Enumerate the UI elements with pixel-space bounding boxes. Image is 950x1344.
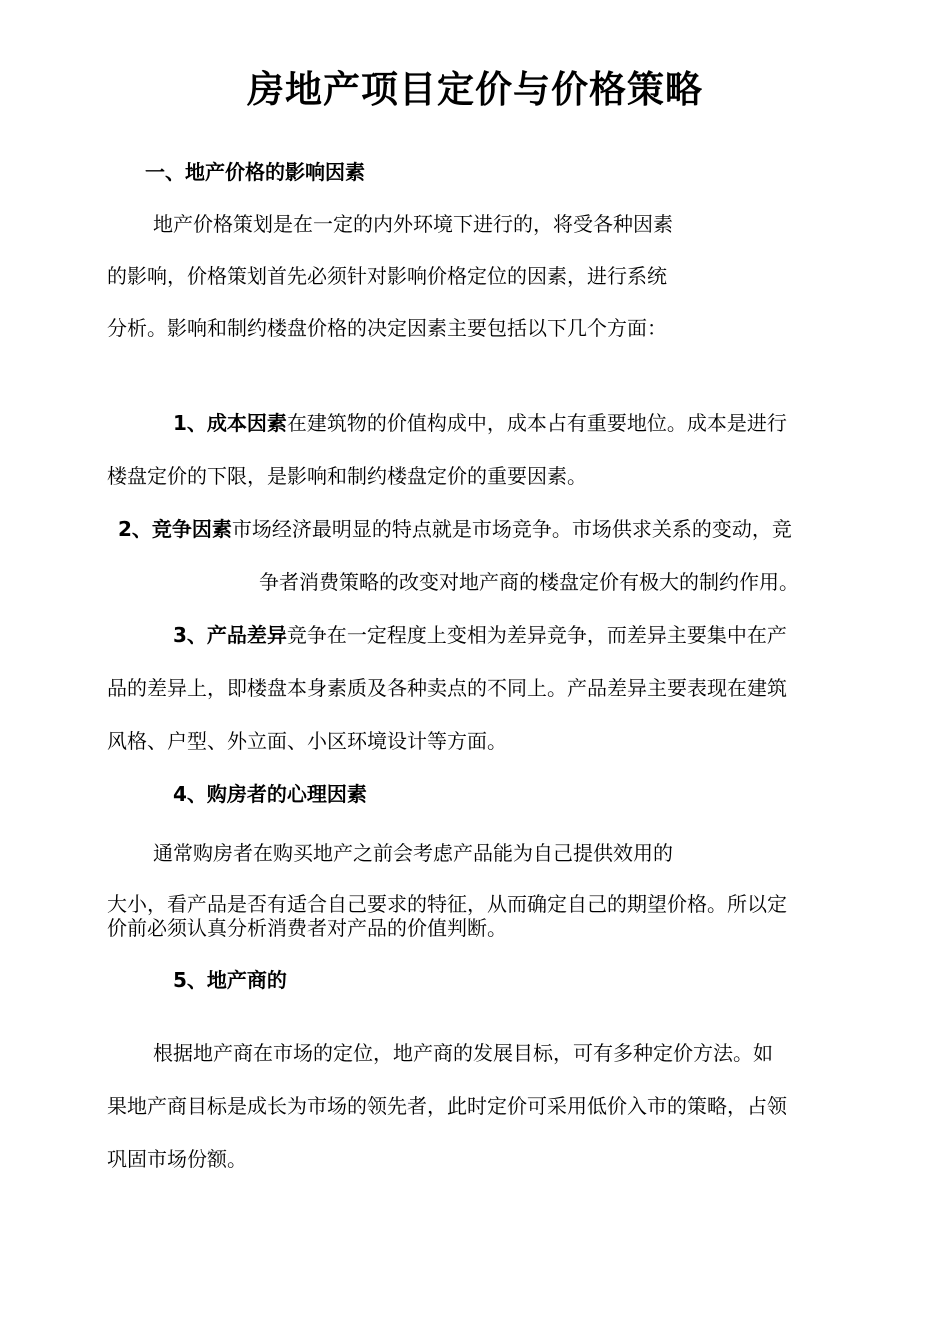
document-title: 房地产项目定价与价格策略: [247, 68, 703, 111]
section-heading: 一、地产价格的影响因素: [145, 160, 365, 184]
intro-line-1: 地产价格策划是在一定的内外环境下进行的，将受各种因素: [153, 212, 673, 236]
item2-line-1: [118, 517, 792, 541]
item3-line-1: [173, 623, 787, 647]
item3-text: 竞争在一定程度上变相为差异竞争，而差异主要集中在产: [286, 623, 787, 647]
item1-text: 在建筑物的价值构成中，成本占有重要地位。成本是进行: [286, 411, 787, 435]
intro-line-3: 分析。影响和制约楼盘价格的决定因素主要包括以下几个方面：: [107, 316, 667, 340]
item2-label: 2、竞争因素: [118, 517, 232, 541]
item5-line-1: 根据地产商在市场的定位，地产商的发展目标，可有多种定价方法。如: [153, 1041, 773, 1065]
item4-line-1: 通常购房者在购买地产之前会考虑产品能为自己提供效用的: [153, 841, 673, 865]
item2-line-2: 争者消费策略的改变对地产商的楼盘定价有极大的制约作用。: [259, 570, 799, 594]
item4-line-2: 大小，看产品是否有适合自己要求的特征，从而确定自己的期望价格。所以定: [107, 892, 787, 916]
item1-line-2: 楼盘定价的下限，是影响和制约楼盘定价的重要因素。: [107, 464, 587, 488]
item3-line-3: 风格、户型、外立面、小区环境设计等方面。: [107, 729, 507, 753]
intro-line-2: 的影响，价格策划首先必须针对影响价格定位的因素，进行系统: [107, 264, 667, 288]
item5-heading: 5、地产商的: [173, 968, 287, 992]
item4-heading: 4、购房者的心理因素: [173, 782, 367, 806]
item3-line-2: 品的差异上，即楼盘本身素质及各种卖点的不同上。产品差异主要表现在建筑: [107, 676, 787, 700]
item3-label: 3、产品差异: [173, 623, 287, 647]
item5-line-3: 巩固市场份额。: [107, 1147, 247, 1171]
item4-line-3: 价前必须认真分析消费者对产品的价值判断。: [107, 916, 507, 940]
item2-text: 市场经济最明显的特点就是市场竞争。市场供求关系的变动，竞: [231, 517, 792, 541]
item1-label: 1、成本因素: [173, 411, 287, 435]
item5-line-2: 果地产商目标是成长为市场的领先者，此时定价可采用低价入市的策略，占领: [107, 1094, 787, 1118]
item1-line-1: [173, 411, 787, 435]
